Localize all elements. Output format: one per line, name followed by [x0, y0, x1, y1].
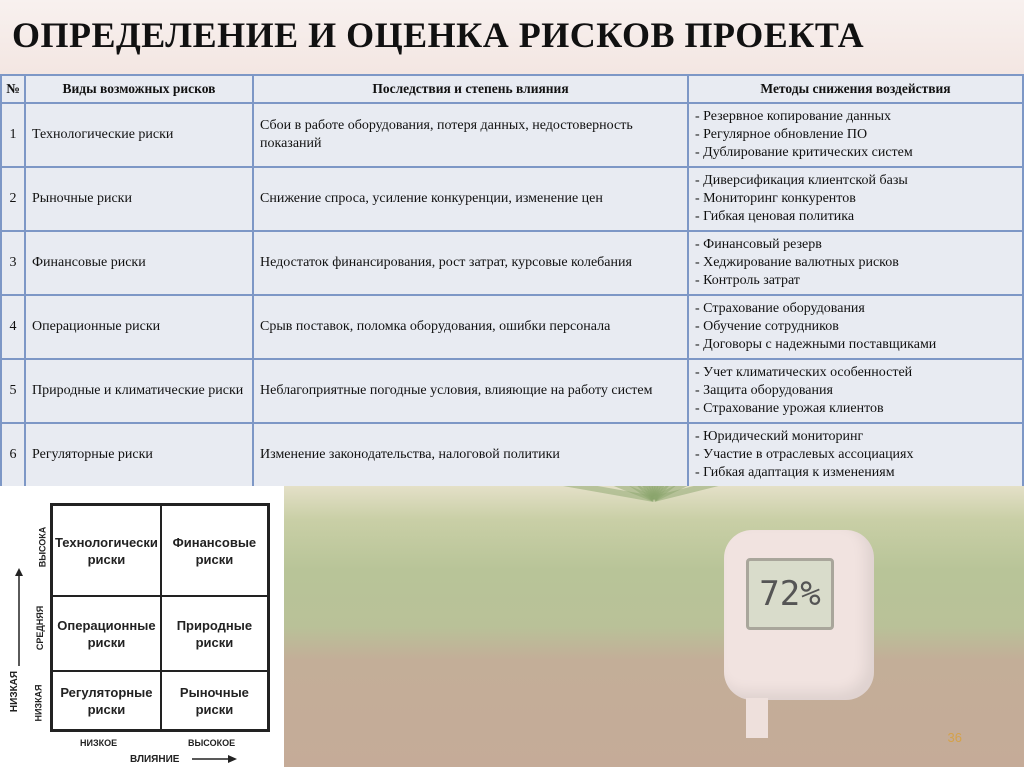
method-item: - Обучение сотрудников — [695, 319, 839, 334]
risk-impact: Сбои в работе оборудования, потеря данных, недостоверность показаний — [253, 103, 688, 167]
method-item: - Мониторинг конкурентов — [695, 191, 856, 206]
y-level-mid: СРЕДНЯЯ — [35, 605, 46, 651]
risk-type: Технологические риски — [25, 103, 253, 167]
row-number: 2 — [1, 167, 25, 231]
method-item: - Учет климатических особенностей — [695, 365, 913, 380]
risk-impact: Изменение законодательства, налоговой политики — [253, 423, 688, 487]
method-item: - Страхование урожая клиентов — [695, 401, 884, 416]
matrix-cell: Финансовые риски — [161, 505, 268, 596]
header-methods: Методы снижения воздействия — [688, 75, 1023, 103]
matrix-cell: Рыночные риски — [161, 671, 268, 730]
x-level-low: НИЗКОЕ — [80, 738, 118, 748]
method-item: - Защита оборудования — [695, 383, 833, 398]
risk-matrix — [0, 486, 284, 767]
risk-methods — [688, 103, 1023, 167]
method-item: - Юридический мониторинг — [695, 429, 864, 444]
x-arrow-icon — [192, 754, 238, 764]
y-level-high: ВЫСОКА — [37, 526, 48, 568]
table-row — [1, 295, 1023, 359]
matrix-cell: Технологически риски — [52, 505, 161, 596]
risk-impact: Срыв поставок, поломка оборудования, ошибки персонала — [253, 295, 688, 359]
table-header — [1, 75, 1023, 103]
risk-methods — [688, 359, 1023, 423]
risk-impact: Недостаток финансирования, рост затрат, курсовые колебания — [253, 231, 688, 295]
method-item: - Договоры с надежными поставщиками — [695, 337, 937, 352]
method-item: - Дублирование критических систем — [695, 145, 913, 160]
row-number: 5 — [1, 359, 25, 423]
risk-type: Финансовые риски — [25, 231, 253, 295]
table-row — [1, 167, 1023, 231]
method-item: - Гибкая адаптация к изменениям — [695, 465, 895, 480]
risk-impact: Снижение спроса, усиление конкуренции, изменение цен — [253, 167, 688, 231]
row-number: 1 — [1, 103, 25, 167]
soil-sensor — [724, 530, 874, 700]
page-number: 36 — [947, 730, 962, 745]
sensor-stem — [746, 698, 768, 738]
sensor-display: 72% — [746, 558, 834, 630]
y-arrow-icon — [14, 566, 24, 666]
risk-methods — [688, 423, 1023, 487]
matrix-cell: Регуляторные риски — [52, 671, 161, 730]
method-item: - Страхование оборудования — [695, 301, 865, 316]
method-item: - Финансовый резерв — [695, 237, 822, 252]
row-number: 3 — [1, 231, 25, 295]
risk-type: Природные и климатические риски — [25, 359, 253, 423]
matrix-grid — [50, 503, 270, 732]
y-axis-label: НИЗКАЯ — [9, 670, 21, 713]
risk-methods — [688, 231, 1023, 295]
x-axis-label: ВЛИЯНИЕ — [130, 754, 180, 765]
header-type: Виды возможных рисков — [25, 75, 253, 103]
method-item: - Регулярное обновление ПО — [695, 127, 868, 142]
field-sensor-photo — [284, 486, 1024, 767]
x-level-high: ВЫСОКОЕ — [188, 738, 236, 748]
table-row — [1, 423, 1023, 487]
row-number: 6 — [1, 423, 25, 487]
method-item: - Резервное копирование данных — [695, 109, 892, 124]
method-item: - Контроль затрат — [695, 273, 800, 288]
header-number: № — [1, 75, 25, 103]
row-number: 4 — [1, 295, 25, 359]
slide-title: ОПРЕДЕЛЕНИЕ И ОЦЕНКА РИСКОВ ПРОЕКТА — [12, 15, 865, 55]
method-item: - Хеджирование валютных рисков — [695, 255, 899, 270]
risk-type: Рыночные риски — [25, 167, 253, 231]
risk-methods — [688, 295, 1023, 359]
method-item: - Участие в отраслевых ассоциациях — [695, 447, 914, 462]
table-row — [1, 103, 1023, 167]
risk-impact: Неблагоприятные погодные условия, влияющие на работу систем — [253, 359, 688, 423]
risk-methods — [688, 167, 1023, 231]
title-bar — [0, 0, 1024, 74]
table-row — [1, 231, 1023, 295]
crop-row — [653, 486, 1024, 502]
matrix-cell: Операционные риски — [52, 596, 161, 671]
matrix-cell: Природные риски — [161, 596, 268, 671]
method-item: - Гибкая ценовая политика — [695, 209, 855, 224]
table-row — [1, 359, 1023, 423]
risk-table — [0, 74, 1024, 488]
crop-row — [284, 486, 655, 502]
header-impact: Последствия и степень влияния — [253, 75, 688, 103]
risk-type: Операционные риски — [25, 295, 253, 359]
y-level-low: НИЗКАЯ — [33, 684, 44, 722]
method-item: - Диверсификация клиентской базы — [695, 173, 908, 188]
risk-type: Регуляторные риски — [25, 423, 253, 487]
